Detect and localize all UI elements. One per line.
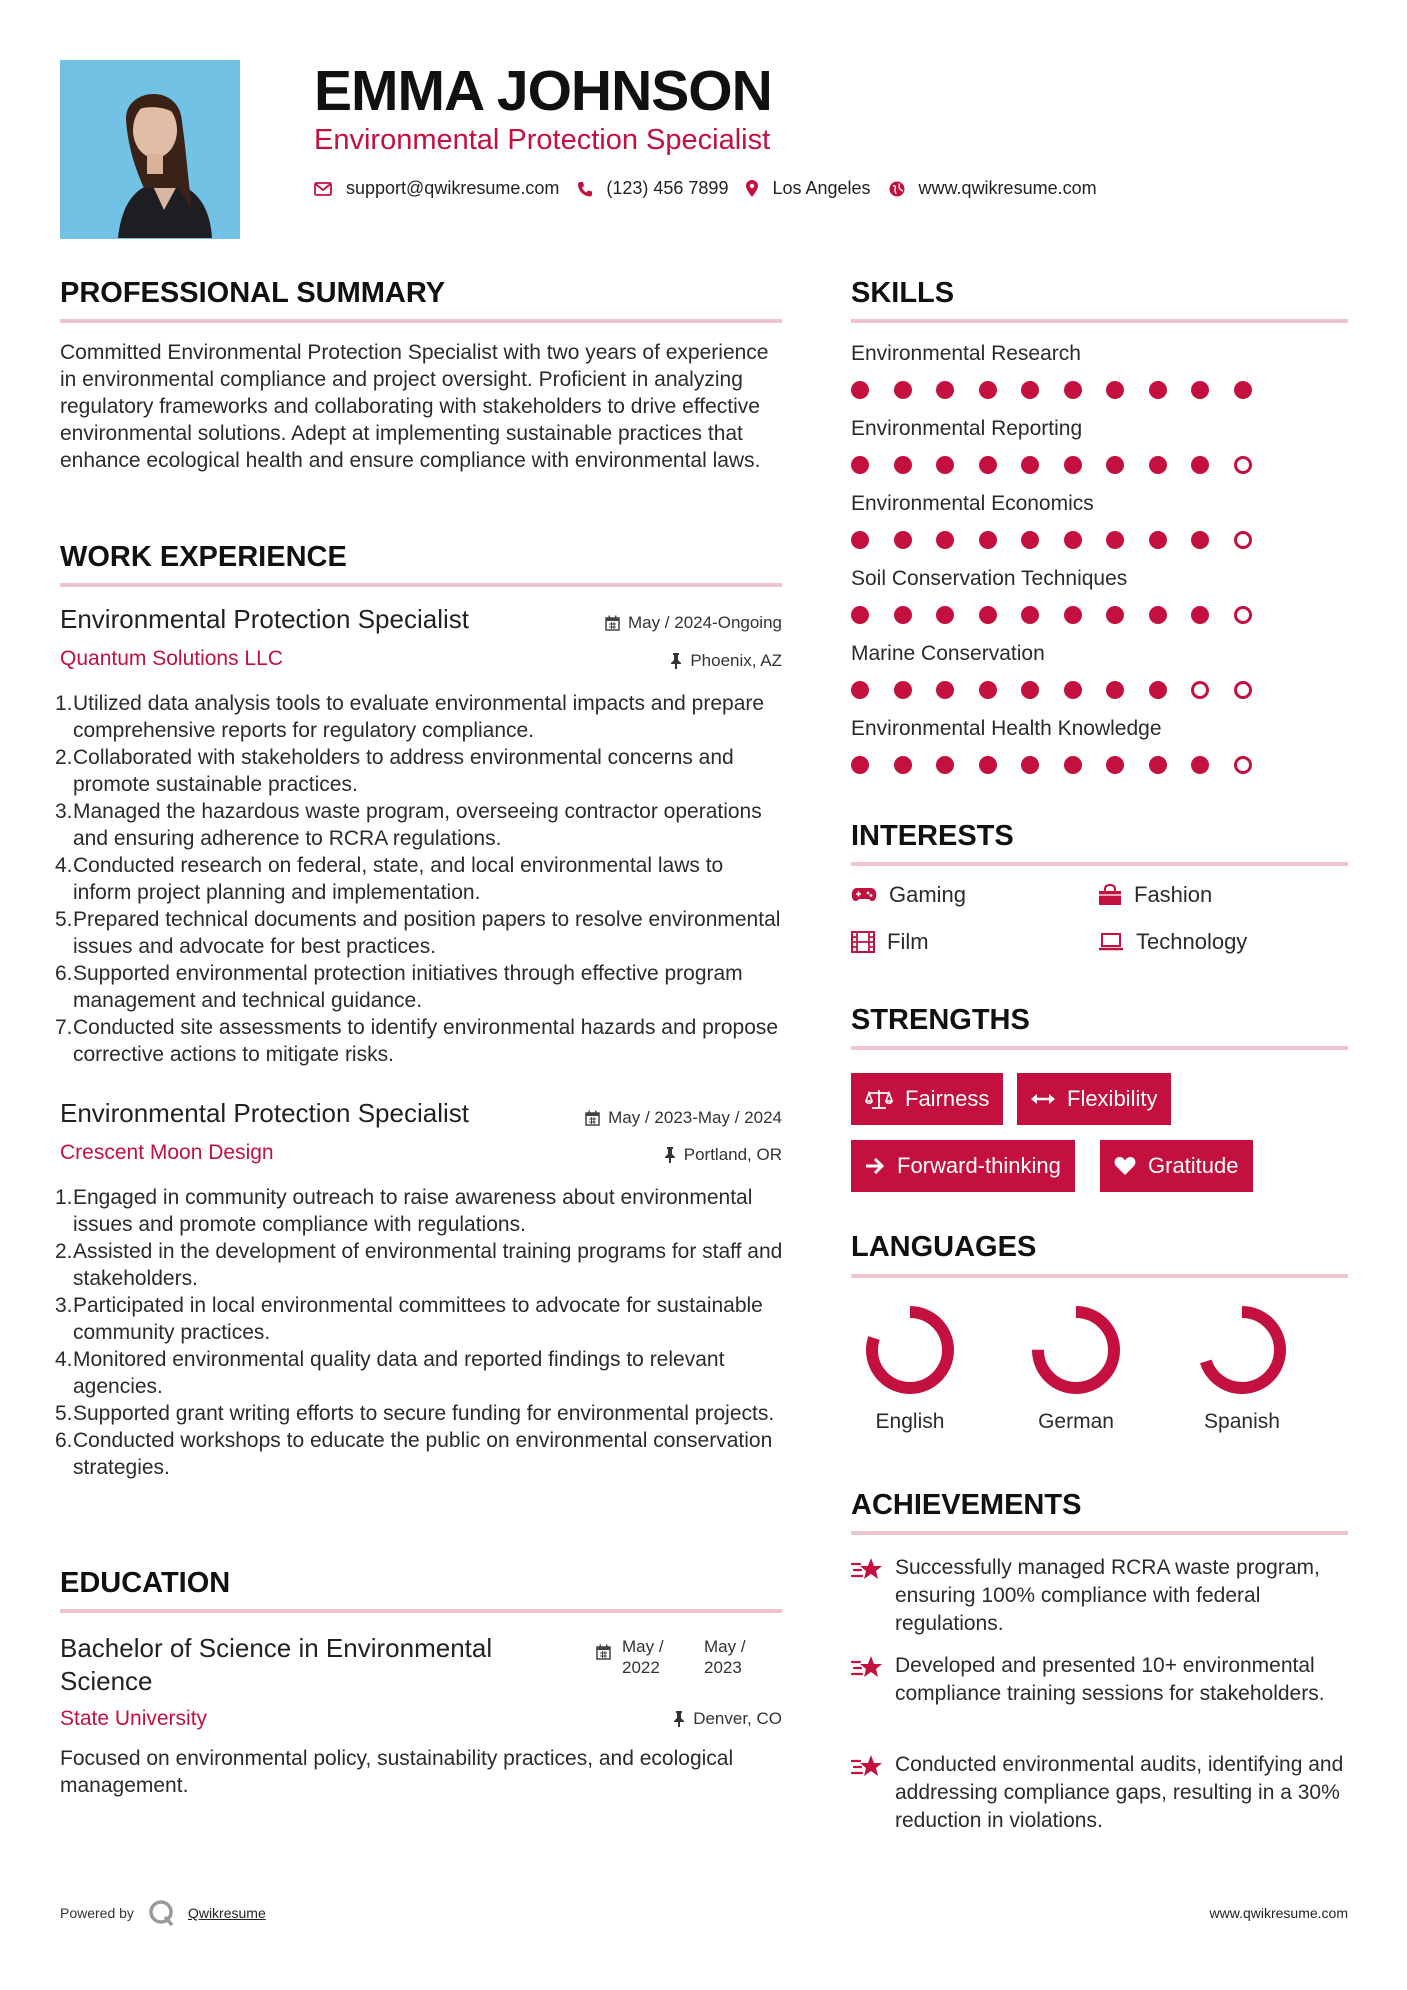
bullet-number: 2. [55,1240,73,1263]
language-level-arc [872,1312,948,1388]
film-icon [851,931,875,953]
rating-dot-filled [851,606,869,624]
bullet-number: 1. [55,1186,73,1209]
rating-dot-empty [1234,681,1252,699]
bullet-item [55,1427,787,1481]
rating-dot-filled [979,756,997,774]
language-name: Spanish [1204,1410,1280,1433]
rating-dot-filled [1021,681,1039,699]
skill-rating [851,530,1351,550]
rating-dot-filled [1021,531,1039,549]
shopping-bag-icon [1098,884,1122,906]
globe-icon [889,181,905,197]
bullet-text: Conducted workshops to educate the public on environmental conservation strategies. [73,1429,773,1479]
envelope-icon [314,182,332,196]
strength-label: Fairness [905,1086,990,1111]
rating-dot-empty [1234,531,1252,549]
rating-dot-filled [1149,681,1167,699]
bullet-item [55,1400,787,1427]
rating-dot-filled [894,456,912,474]
job-dates-text: May / 2023-May / 2024 [608,1108,782,1127]
rating-dot-filled [936,681,954,699]
rating-dot-filled [979,681,997,699]
work-heading: WORK EXPERIENCE [60,541,347,573]
rating-dot-filled [851,456,869,474]
rating-dot-filled [936,756,954,774]
strength-flexibility [1017,1073,1171,1125]
languages-heading: LANGUAGES [851,1231,1037,1263]
job-dates [605,613,782,633]
bullet-text: Participated in local environmental committees to advocate for sustainable community practices. [73,1294,763,1344]
bullet-number: 6. [55,1429,73,1452]
qwikresume-link[interactable]: Qwikresume [187,1905,266,1921]
achievement-text: Conducted environmental audits, identifying and addressing compliance gaps, resulting in a 30% reduction in violations. [895,1753,1344,1832]
rating-dot-filled [1106,456,1124,474]
phone-icon [577,181,592,197]
bullet-text: Monitored environmental quality data and reported findings to relevant agencies. [73,1348,725,1398]
edu-location [673,1709,782,1729]
bullet-item [55,1346,787,1400]
education-description: Focused on environmental policy, sustainability practices, and ecological management. [60,1747,734,1797]
rating-dot-filled [851,531,869,549]
rating-dot-empty [1234,756,1252,774]
bullet-text: Collaborated with stakeholders to address environmental concerns and promote sustainable practices. [73,746,734,796]
job-dates [585,1108,782,1128]
skills-heading: SKILLS [851,277,955,309]
interest-gaming [851,882,966,908]
language-ring [860,1300,960,1400]
rating-dot-filled [979,456,997,474]
star-award-icon [851,1753,885,1781]
rating-dot-empty [1191,681,1209,699]
profile-photo [60,60,240,239]
language-ring [1026,1300,1126,1400]
job-location [670,651,782,671]
skill-rating [851,605,1351,625]
star-award-icon [851,1654,885,1682]
school-name: State University [60,1707,208,1730]
work-rule [60,583,782,587]
arrows-horizontal-icon [1031,1092,1055,1106]
rating-dot-empty [1234,456,1252,474]
skill-rating [851,755,1351,775]
rating-dot-filled [979,606,997,624]
bullet-number: 5. [55,908,73,931]
rating-dot-filled [1191,531,1209,549]
phone-text: (123) 456 7899 [606,178,729,198]
language-ring [1192,1300,1292,1400]
contact-bar [314,178,1115,199]
bullet-number: 1. [55,692,73,715]
calendar-icon [605,615,620,631]
degree-title: Bachelor of Science in Environmental Science [60,1633,493,1696]
bullet-item [55,690,787,744]
job-location-text: Phoenix, AZ [690,651,782,670]
calendar-icon [585,1110,600,1126]
bullet-item [55,906,787,960]
rating-dot-filled [1064,381,1082,399]
achievements-rule [851,1531,1348,1535]
star-award-icon [851,1556,885,1584]
skill-name: Soil Conservation Techniques [851,567,1128,590]
heart-icon [1114,1156,1136,1176]
bullet-number: 5. [55,1402,73,1425]
bullet-number: 4. [55,854,73,877]
rating-dot-filled [979,531,997,549]
calendar-icon [596,1644,611,1660]
language-item [850,1300,970,1434]
powered-by-text: Powered by [60,1905,134,1921]
strength-fairness [851,1073,1003,1125]
job-title: Environmental Protection Specialist [60,604,469,634]
rating-dot-filled [1021,606,1039,624]
footer-website[interactable]: www.qwikresume.com [1209,1905,1348,1921]
bullet-text: Supported grant writing efforts to secure funding for environmental projects. [73,1402,775,1425]
languages-rule [851,1274,1348,1278]
contact-email[interactable] [314,178,559,199]
interest-label: Technology [1136,929,1248,954]
language-level-arc [1204,1312,1280,1388]
rating-dot-filled [894,681,912,699]
edu-end-date: May / 2023 [704,1637,746,1677]
rating-dot-filled [894,606,912,624]
rating-dot-filled [1191,756,1209,774]
rating-dot-filled [1191,606,1209,624]
bullet-text: Engaged in community outreach to raise awareness about environmental issues and promote compliance with regulations. [73,1186,753,1236]
skill-rating [851,680,1351,700]
rating-dot-filled [851,756,869,774]
skill-name: Environmental Health Knowledge [851,717,1162,740]
rating-dot-filled [1149,606,1167,624]
rating-dot-filled [1106,606,1124,624]
bullet-item [55,1238,787,1292]
skill-rating [851,455,1351,475]
rating-dot-filled [1234,381,1252,399]
rating-dot-filled [894,531,912,549]
job-dates-text: May / 2024-Ongoing [627,613,782,632]
footer-powered [60,1899,266,1927]
bullet-number: 2. [55,746,73,769]
gamepad-icon [851,887,877,903]
rating-dot-filled [979,381,997,399]
company-name: Quantum Solutions LLC [60,647,283,670]
rating-dot-filled [894,756,912,774]
summary-rule [60,319,782,323]
language-item [1182,1300,1302,1434]
bullet-number: 3. [55,800,73,823]
email-text: support@qwikresume.com [346,178,560,198]
summary-heading: PROFESSIONAL SUMMARY [60,277,446,309]
strengths-heading: STRENGTHS [851,1004,1030,1036]
strength-label: Gratitude [1148,1153,1239,1178]
interest-film [851,929,929,955]
language-item [1016,1300,1136,1434]
rating-dot-filled [1064,531,1082,549]
skill-name: Environmental Reporting [851,417,1083,440]
bullet-text: Managed the hazardous waste program, overseeing contractor operations and ensuring adherence to RCRA regulations. [73,800,762,850]
strength-forward-thinking [851,1140,1075,1192]
rating-dot-filled [1064,606,1082,624]
language-level-arc [1038,1312,1114,1388]
achievement-text: Developed and presented 10+ environmental compliance training sessions for stakeholders. [895,1654,1325,1705]
bullet-item [55,744,787,798]
rating-dot-filled [851,681,869,699]
bullet-number: 3. [55,1294,73,1317]
summary-text: Committed Environmental Protection Specialist with two years of experience in environmental compliance and project oversight. Proficient in analyzing regulatory frameworks and collaborating with stakeholders to drive effective environmental solutions. Adept at implementing sustainable practices that enhance ecological health and ensure compliance with environmental laws. [60,341,769,472]
candidate-title: Environmental Protection Specialist [314,124,771,156]
bullet-text: Conducted research on federal, state, and local environmental laws to inform project planning and implementation. [73,854,724,904]
interests-rule [851,862,1348,866]
bullet-text: Prepared technical documents and position papers to resolve environmental issues and advocate for best practices. [73,908,781,958]
contact-phone[interactable] [577,178,728,199]
rating-dot-filled [1191,456,1209,474]
rating-dot-filled [936,381,954,399]
bullet-item [55,1292,787,1346]
interests-heading: INTERESTS [851,820,1014,852]
map-pin-icon [746,180,758,197]
rating-dot-filled [1149,531,1167,549]
rating-dot-empty [1234,606,1252,624]
strength-label: Forward-thinking [897,1153,1061,1178]
bullet-text: Assisted in the development of environmental training programs for staff and stakeholders. [73,1240,783,1290]
strength-label: Flexibility [1067,1086,1158,1111]
education-heading: EDUCATION [60,1567,231,1599]
rating-dot-filled [1064,681,1082,699]
location-text: Los Angeles [772,178,871,198]
rating-dot-filled [1106,381,1124,399]
rating-dot-filled [1021,456,1039,474]
pin-icon [664,1147,676,1163]
rating-dot-filled [936,606,954,624]
job-bullets [55,690,787,1068]
rating-dot-filled [1021,756,1039,774]
contact-location [746,178,870,199]
strengths-rule [851,1046,1348,1050]
qwikresume-logo-icon [148,1899,176,1927]
bullet-number: 6. [55,962,73,985]
bullet-number: 4. [55,1348,73,1371]
rating-dot-filled [936,456,954,474]
achievements-heading: ACHIEVEMENTS [851,1489,1082,1521]
skill-name: Environmental Research [851,342,1081,365]
bullet-item [55,798,787,852]
interest-label: Fashion [1134,882,1213,907]
rating-dot-filled [894,381,912,399]
rating-dot-filled [936,531,954,549]
rating-dot-filled [851,381,869,399]
interest-technology [1098,929,1247,955]
bullet-item [55,852,787,906]
contact-website[interactable] [889,178,1097,199]
rating-dot-filled [1191,381,1209,399]
rating-dot-filled [1149,756,1167,774]
rating-dot-filled [1021,381,1039,399]
strength-gratitude [1100,1140,1253,1192]
company-name: Crescent Moon Design [60,1141,274,1164]
interest-label: Gaming [889,882,967,907]
scale-icon [865,1088,893,1110]
interest-label: Film [887,929,929,954]
language-name: English [875,1410,945,1433]
arrow-right-icon [865,1157,885,1175]
candidate-name: EMMA JOHNSON [314,59,772,123]
job-location-text: Portland, OR [683,1145,782,1164]
skill-rating [851,380,1351,400]
skills-rule [851,319,1348,323]
bullet-number: 7. [55,1016,73,1039]
rating-dot-filled [1106,531,1124,549]
bullet-item [55,1014,787,1068]
rating-dot-filled [1064,756,1082,774]
rating-dot-filled [1149,381,1167,399]
bullet-text: Conducted site assessments to identify environmental hazards and propose corrective actions to mitigate risks. [73,1016,779,1066]
rating-dot-filled [1064,456,1082,474]
achievement-text: Successfully managed RCRA waste program, ensuring 100% compliance with federal regulations. [895,1556,1320,1635]
language-name: German [1038,1410,1114,1433]
laptop-icon [1098,933,1124,951]
bullet-item [55,1184,787,1238]
job-title: Environmental Protection Specialist [60,1098,469,1128]
edu-start-date: May / 2022 [622,1637,664,1677]
website-text: www.qwikresume.com [918,178,1097,198]
edu-location-text: Denver, CO [693,1709,782,1728]
bullet-text: Utilized data analysis tools to evaluate environmental impacts and prepare comprehensive reports for regulatory compliance. [73,692,765,742]
pin-icon [673,1711,685,1727]
education-rule [60,1609,782,1613]
bullet-text: Supported environmental protection initiatives through effective program management and technical guidance. [73,962,743,1012]
skill-name: Environmental Economics [851,492,1094,515]
pin-icon [670,653,682,669]
rating-dot-filled [1106,681,1124,699]
job-location [664,1145,782,1165]
bullet-item [55,960,787,1014]
rating-dot-filled [1106,756,1124,774]
job-bullets [55,1184,787,1481]
skill-name: Marine Conservation [851,642,1045,665]
interest-fashion [1098,882,1212,908]
rating-dot-filled [1149,456,1167,474]
